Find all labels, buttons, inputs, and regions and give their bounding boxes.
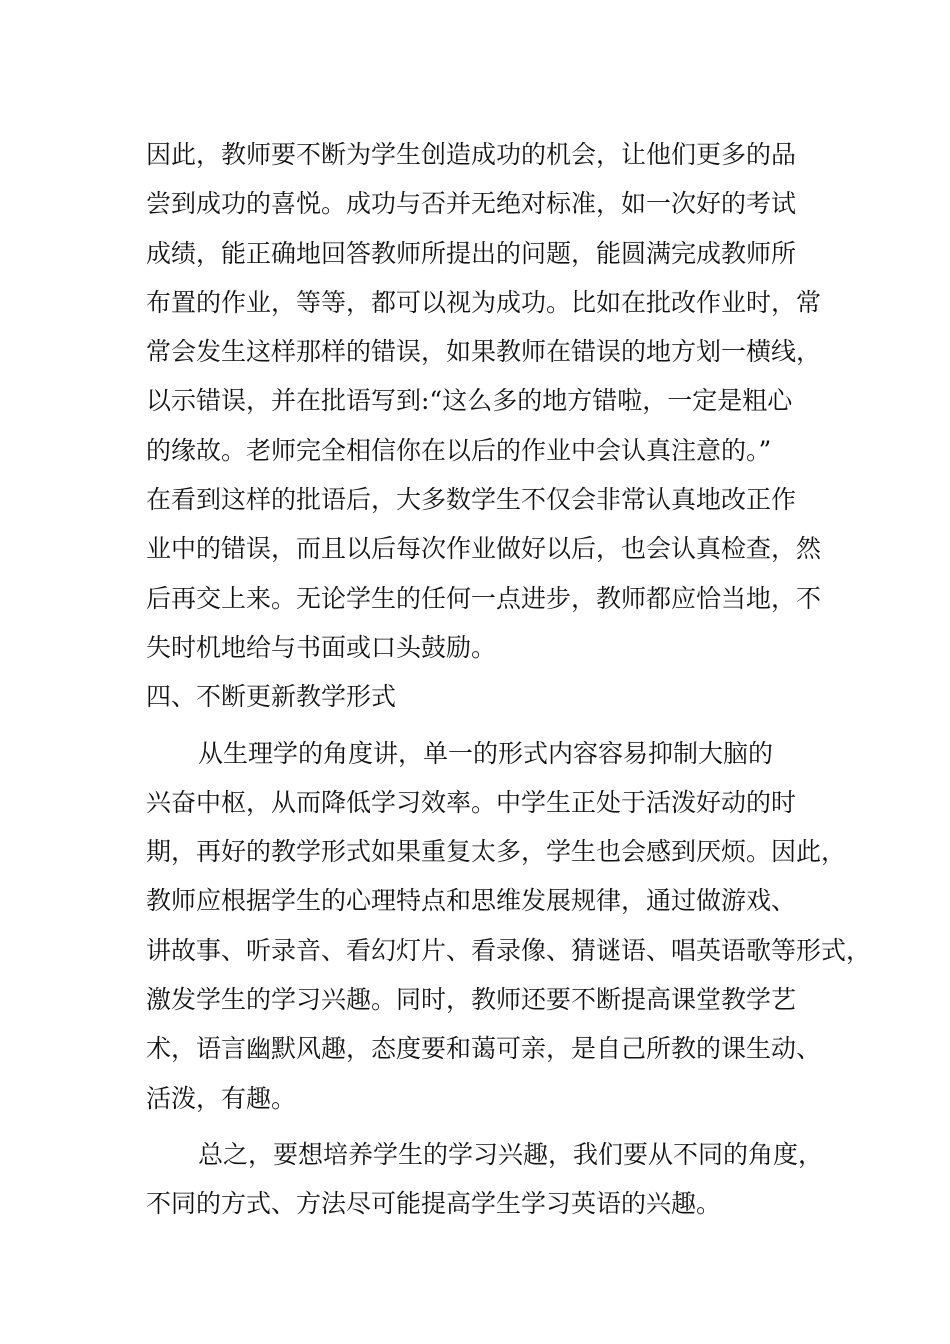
text-line: 术，语言幽默风趣，态度要和蔼可亲，是自己所教的课生动、 bbox=[146, 1034, 822, 1064]
text-line: 期，再好的教学形式如果重复太多，学生也会感到厌烦。因此， bbox=[146, 837, 847, 867]
text-line: 兴奋中枢，从而降低学习效率。中学生正处于活泼好动的时 bbox=[146, 787, 797, 817]
text-line: 从生理学的角度讲，单一的形式内容容易抑制大脑的 bbox=[198, 738, 774, 768]
text-line: 不同的方式、方法尽可能提高学生学习英语的兴趣。 bbox=[146, 1189, 722, 1219]
text-line: 因此，教师要不断为学生创造成功的机会，让他们更多的品 bbox=[146, 140, 797, 169]
text-line: 尝到成功的喜悦。成功与否并无绝对标准，如一次好的考试 bbox=[146, 189, 797, 219]
text-line: 失时机地给与书面或口头鼓励。 bbox=[146, 632, 497, 662]
text-line: 以示错误，并在批语写到:“这么多的地方错啦，一定是粗心 bbox=[146, 386, 793, 416]
text-line: 在看到这样的批语后，大多数学生不仅会非常认真地改正作 bbox=[146, 485, 797, 515]
text-line: 激发学生的学习兴趣。同时，教师还要不断提高课堂教学艺 bbox=[146, 985, 797, 1015]
text-line: 布置的作业，等等，都可以视为成功。比如在批改作业时，常 bbox=[146, 287, 822, 317]
section-heading: 四、不断更新教学形式 bbox=[146, 682, 397, 712]
text-line: 成绩，能正确地回答教师所提出的问题，能圆满完成教师所 bbox=[146, 238, 797, 268]
text-line: 常会发生这样那样的错误，如果教师在错误的地方划一横线， bbox=[146, 337, 822, 367]
text-line: 讲故事、听录音、看幻灯片、看录像、猜谜语、唱英语歌等形式， bbox=[146, 935, 872, 965]
text-line: 业中的错误，而且以后每次作业做好以后，也会认真检查，然 bbox=[146, 534, 822, 564]
paragraph-teaching-forms bbox=[146, 729, 872, 1123]
text-line: 后再交上来。无论学生的任何一点进步，教师都应恰当地，不 bbox=[146, 583, 822, 613]
text-line: 教师应根据学生的心理特点和思维发展规律，通过做游戏、 bbox=[146, 886, 797, 916]
text-line: 活泼，有趣。 bbox=[146, 1083, 297, 1113]
paragraph-conclusion bbox=[146, 1130, 826, 1229]
text-line: 总之，要想培养学生的学习兴趣，我们要从不同的角度， bbox=[198, 1139, 824, 1169]
document-page bbox=[146, 130, 872, 1229]
paragraph-success-feedback bbox=[146, 130, 826, 672]
text-line: 的缘故。老师完全相信你在以后的作业中会认真注意的。” bbox=[146, 435, 772, 465]
